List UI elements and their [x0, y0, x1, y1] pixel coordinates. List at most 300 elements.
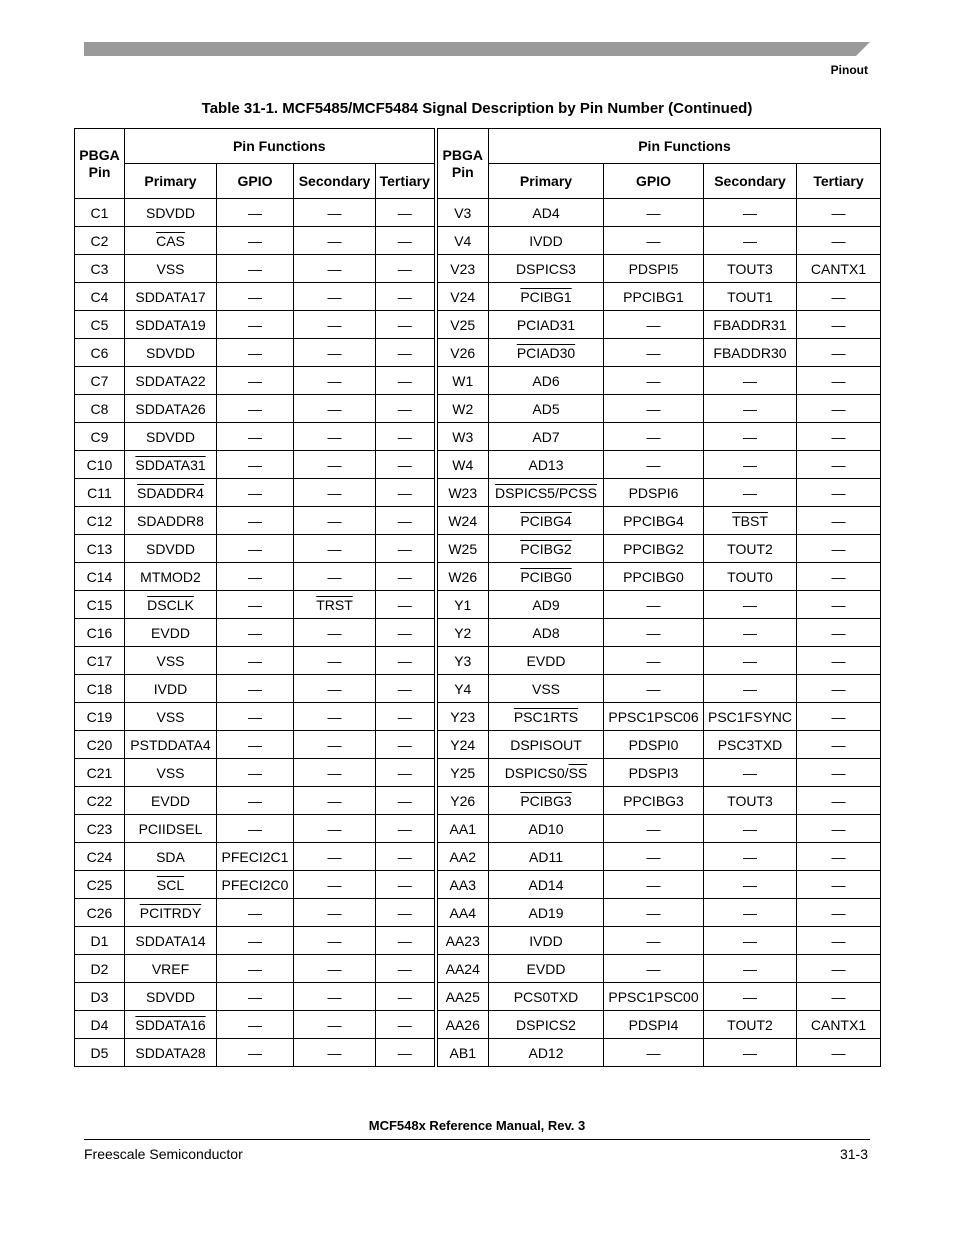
cell-text: TBST [732, 512, 768, 529]
cell-text: PFECI2C0 [221, 876, 289, 893]
cell-text: C2 [90, 232, 109, 249]
cell-left-gpio [217, 703, 294, 731]
cell-text: IVDD [529, 232, 563, 249]
cell-text: PPCIBG4 [623, 512, 684, 529]
cell-text: $\overline{SS}$ [568, 764, 588, 781]
cell-left-primary [125, 507, 217, 535]
cell-left-primary [125, 591, 217, 619]
cell-right-gpio [604, 227, 704, 255]
cell-text: — [831, 232, 846, 249]
cell-left-secondary [294, 759, 376, 787]
cell-text: PDSPI3 [628, 764, 679, 781]
cell-text: — [327, 260, 342, 277]
table-row [75, 423, 881, 451]
cell-text: SDVDD [145, 540, 195, 557]
cell-left-tertiary [376, 479, 436, 507]
cell-text: AA2 [449, 848, 476, 865]
cell-right-primary [489, 1039, 604, 1067]
cell-text: — [397, 848, 412, 865]
cell-right-gpio [604, 647, 704, 675]
cell-text: SDDATA14 [135, 932, 206, 949]
cell-right-tertiary [797, 731, 881, 759]
cell-left-primary [125, 647, 217, 675]
cell-text: $\overline{SCL}$ [156, 876, 185, 893]
cell-right-gpio [604, 955, 704, 983]
cell-left-gpio [217, 563, 294, 591]
cell-left-secondary [294, 479, 376, 507]
cell-right-gpio [604, 367, 704, 395]
cell-text: — [831, 820, 846, 837]
cell-left-gpio [217, 591, 294, 619]
cell-right-tertiary [797, 983, 881, 1011]
table-row [75, 759, 881, 787]
cell-text: V26 [450, 344, 476, 361]
cell-text: — [397, 484, 412, 501]
cell-text: FBADDR31 [713, 316, 787, 333]
table-row [75, 591, 881, 619]
cell-text: MTMOD2 [140, 568, 201, 585]
cell-left-tertiary [376, 199, 436, 227]
cell-text: — [248, 960, 262, 977]
cell-right-pbga-pin [436, 367, 489, 395]
cell-left-secondary [294, 199, 376, 227]
cell-text: — [248, 680, 262, 697]
cell-right-secondary [704, 871, 797, 899]
cell-text: W1 [452, 372, 474, 389]
cell-text: W4 [452, 456, 474, 473]
cell-text: — [743, 484, 757, 501]
cell-text: — [831, 316, 846, 333]
cell-right-primary [489, 255, 604, 283]
cell-text: EVDD [526, 652, 566, 669]
cell-text: IVDD [529, 932, 563, 949]
cell-text: — [397, 260, 412, 277]
cell-text: — [327, 680, 342, 697]
cell-right-primary [489, 311, 604, 339]
cell-text: Y2 [454, 624, 472, 641]
cell-right-tertiary [797, 563, 881, 591]
cell-text: C22 [86, 792, 113, 809]
header-tertiary-right: Tertiary [797, 164, 881, 199]
cell-text: — [831, 484, 846, 501]
cell-left-secondary [294, 983, 376, 1011]
cell-text: — [327, 736, 342, 753]
cell-text: TOUT3 [727, 260, 773, 277]
cell-text: — [248, 652, 262, 669]
cell-right-gpio [604, 255, 704, 283]
table-row [75, 563, 881, 591]
cell-left-tertiary [376, 535, 436, 563]
cell-text: D2 [90, 960, 109, 977]
cell-text: TOUT2 [727, 1016, 773, 1033]
cell-right-pbga-pin [436, 591, 489, 619]
cell-left-gpio [217, 983, 294, 1011]
cell-right-tertiary [797, 227, 881, 255]
cell-right-tertiary [797, 591, 881, 619]
cell-text: — [248, 204, 262, 221]
cell-text: SDADDR4 [137, 484, 204, 501]
cell-left-gpio [217, 619, 294, 647]
table-row [75, 955, 881, 983]
cell-right-pbga-pin [436, 227, 489, 255]
cell-right-pbga-pin [436, 983, 489, 1011]
cell-text: C9 [90, 428, 109, 445]
cell-left-primary [125, 563, 217, 591]
cell-left-secondary [294, 703, 376, 731]
cell-text: AD12 [528, 1044, 564, 1061]
cell-text: — [248, 1016, 262, 1033]
table-row [75, 1011, 881, 1039]
cell-right-secondary [704, 367, 797, 395]
cell-text: PCIBG2 [520, 540, 572, 557]
cell-right-secondary [704, 843, 797, 871]
cell-text: — [397, 960, 412, 977]
cell-text: PPCIBG3 [623, 792, 684, 809]
cell-left-primary [125, 815, 217, 843]
cell-right-pbga-pin [436, 843, 489, 871]
cell-left-secondary [294, 843, 376, 871]
cell-right-secondary [704, 675, 797, 703]
cell-text: — [743, 400, 757, 417]
cell-right-tertiary [797, 1011, 881, 1039]
cell-right-secondary [704, 983, 797, 1011]
cell-left-secondary [294, 787, 376, 815]
cell-right-tertiary [797, 311, 881, 339]
cell-text: — [248, 932, 262, 949]
cell-left-tertiary [376, 731, 436, 759]
cell-text: EVDD [526, 960, 566, 977]
cell-text: AD9 [532, 596, 560, 613]
cell-text: — [397, 512, 412, 529]
cell-text: C21 [86, 764, 113, 781]
cell-text: — [248, 708, 262, 725]
cell-text: Y1 [454, 596, 472, 613]
cell-left-gpio [217, 451, 294, 479]
cell-text: — [248, 344, 262, 361]
cell-left-gpio [217, 479, 294, 507]
cell-right-pbga-pin [436, 815, 489, 843]
cell-left-gpio [217, 787, 294, 815]
table-row [75, 899, 881, 927]
cell-left-pbga-pin [75, 871, 125, 899]
cell-left-secondary [294, 507, 376, 535]
cell-text: AD19 [528, 904, 564, 921]
cell-text: — [397, 932, 412, 949]
cell-left-secondary [294, 1011, 376, 1039]
table-row [75, 619, 881, 647]
header-secondary-left: Secondary [294, 164, 376, 199]
cell-text: — [397, 204, 412, 221]
cell-text: DSPICS0/ [504, 764, 569, 781]
cell-text: SDVDD [145, 988, 195, 1005]
cell-text: — [831, 988, 846, 1005]
cell-right-pbga-pin [436, 927, 489, 955]
cell-text: C26 [86, 904, 113, 921]
cell-text: W2 [452, 400, 474, 417]
cell-left-primary [125, 1039, 217, 1067]
cell-right-gpio [604, 507, 704, 535]
cell-right-pbga-pin [436, 1011, 489, 1039]
cell-right-pbga-pin [436, 675, 489, 703]
cell-left-tertiary [376, 983, 436, 1011]
cell-left-tertiary [376, 1039, 436, 1067]
cell-text: — [248, 624, 262, 641]
cell-text: — [831, 372, 846, 389]
cell-right-primary [489, 591, 604, 619]
cell-text: PSC1FSYNC [707, 708, 793, 725]
cell-right-tertiary [797, 675, 881, 703]
cell-left-gpio [217, 199, 294, 227]
cell-right-gpio [604, 871, 704, 899]
cell-text: TOUT0 [727, 568, 773, 585]
cell-text: — [327, 988, 342, 1005]
cell-text: VSS [156, 764, 185, 781]
cell-text: C18 [86, 680, 113, 697]
cell-right-primary [489, 619, 604, 647]
cell-left-primary [125, 619, 217, 647]
cell-text: — [831, 680, 846, 697]
cell-left-secondary [294, 395, 376, 423]
cell-right-pbga-pin [436, 955, 489, 983]
cell-text: — [397, 1044, 412, 1061]
table-row [75, 227, 881, 255]
cell-text: D4 [90, 1016, 109, 1033]
cell-right-tertiary [797, 255, 881, 283]
cell-text: — [248, 428, 262, 445]
cell-left-pbga-pin [75, 731, 125, 759]
table-row [75, 843, 881, 871]
cell-text: C6 [90, 344, 109, 361]
cell-left-primary [125, 227, 217, 255]
cell-right-pbga-pin [436, 759, 489, 787]
cell-right-primary [489, 563, 604, 591]
cell-text: Y24 [450, 736, 476, 753]
cell-text: PCIBG1 [520, 288, 572, 305]
cell-text: AD4 [532, 204, 560, 221]
cell-left-gpio [217, 395, 294, 423]
cell-left-secondary [294, 227, 376, 255]
cell-text: — [831, 568, 846, 585]
cell-text: — [397, 372, 412, 389]
cell-left-gpio [217, 899, 294, 927]
cell-text: — [248, 820, 262, 837]
cell-right-tertiary [797, 647, 881, 675]
cell-left-primary [125, 451, 217, 479]
cell-text: PCITRDY [139, 904, 202, 921]
table-row [75, 283, 881, 311]
cell-text: — [831, 428, 846, 445]
cell-left-secondary [294, 647, 376, 675]
cell-text: — [248, 316, 262, 333]
cell-text: VREF [151, 960, 190, 977]
cell-text: W26 [448, 568, 478, 585]
cell-right-pbga-pin [436, 899, 489, 927]
header-pin-functions-right: Pin Functions [489, 129, 881, 164]
cell-text: SDDATA19 [135, 316, 206, 333]
table-row [75, 1039, 881, 1067]
cell-left-pbga-pin [75, 423, 125, 451]
cell-left-gpio [217, 311, 294, 339]
cell-text: — [646, 652, 661, 669]
cell-left-primary [125, 423, 217, 451]
cell-text: DSCLK [147, 596, 194, 613]
cell-right-pbga-pin [436, 479, 489, 507]
cell-left-gpio [217, 815, 294, 843]
cell-left-primary [125, 675, 217, 703]
cell-right-tertiary [797, 199, 881, 227]
cell-right-secondary [704, 479, 797, 507]
cell-right-primary [489, 283, 604, 311]
cell-left-secondary [294, 955, 376, 983]
cell-right-secondary [704, 1011, 797, 1039]
cell-left-pbga-pin [75, 535, 125, 563]
cell-text: — [327, 960, 342, 977]
cell-left-pbga-pin [75, 283, 125, 311]
cell-left-primary [125, 955, 217, 983]
cell-left-gpio [217, 227, 294, 255]
cell-text: — [327, 876, 342, 893]
cell-right-tertiary [797, 1039, 881, 1067]
cell-text: DSPISOUT [510, 736, 582, 753]
cell-left-primary [125, 395, 217, 423]
cell-right-pbga-pin [436, 199, 489, 227]
cell-left-tertiary [376, 255, 436, 283]
cell-text: AA26 [445, 1016, 480, 1033]
header-bar [84, 42, 870, 56]
cell-right-primary [489, 479, 604, 507]
table-row [75, 367, 881, 395]
cell-text: — [646, 232, 661, 249]
cell-text: SDVDD [145, 428, 195, 445]
cell-text: — [397, 820, 412, 837]
table-row [75, 451, 881, 479]
footer-divider [84, 1139, 870, 1140]
cell-left-gpio [217, 423, 294, 451]
cell-left-tertiary [376, 311, 436, 339]
cell-left-pbga-pin [75, 619, 125, 647]
cell-right-primary [489, 339, 604, 367]
cell-left-tertiary [376, 955, 436, 983]
cell-right-gpio [604, 591, 704, 619]
cell-text: — [646, 876, 661, 893]
cell-text: — [831, 1044, 846, 1061]
cell-text: C5 [90, 316, 109, 333]
manual-title: MCF548x Reference Manual, Rev. 3 [368, 1118, 586, 1133]
cell-text: — [397, 624, 412, 641]
cell-text: — [397, 232, 412, 249]
cell-text: PPSC1PSC00 [608, 988, 699, 1005]
cell-text: C17 [86, 652, 113, 669]
cell-left-tertiary [376, 759, 436, 787]
table-row [75, 703, 881, 731]
cell-text: V3 [454, 204, 472, 221]
cell-text: DSPICS3 [516, 260, 576, 277]
cell-text: — [743, 232, 757, 249]
cell-text: — [646, 204, 661, 221]
cell-left-secondary [294, 927, 376, 955]
cell-right-gpio [604, 619, 704, 647]
cell-text: — [743, 988, 757, 1005]
cell-text: W23 [448, 484, 478, 501]
cell-left-secondary [294, 535, 376, 563]
cell-left-gpio [217, 759, 294, 787]
cell-right-tertiary [797, 451, 881, 479]
cell-text: Y4 [454, 680, 472, 697]
cell-text: Y3 [454, 652, 472, 669]
cell-text: — [646, 1044, 661, 1061]
cell-text: — [743, 904, 757, 921]
cell-left-gpio [217, 955, 294, 983]
cell-text: — [248, 1044, 262, 1061]
cell-right-primary [489, 227, 604, 255]
cell-text: — [743, 848, 757, 865]
cell-left-gpio [217, 339, 294, 367]
cell-left-tertiary [376, 703, 436, 731]
cell-left-gpio [217, 731, 294, 759]
cell-text: C10 [86, 456, 113, 473]
cell-text: PCS0TXD [513, 988, 579, 1005]
cell-right-tertiary [797, 619, 881, 647]
cell-right-tertiary [797, 871, 881, 899]
cell-text: PDSPI5 [628, 260, 679, 277]
cell-text: PCIAD30 [516, 344, 576, 361]
cell-text: — [327, 624, 342, 641]
cell-text: PDSPI0 [628, 736, 679, 753]
cell-text: AA1 [449, 820, 476, 837]
cell-right-pbga-pin [436, 395, 489, 423]
cell-left-pbga-pin [75, 1039, 125, 1067]
cell-left-secondary [294, 619, 376, 647]
cell-text: Y25 [450, 764, 476, 781]
cell-text: D1 [90, 932, 109, 949]
cell-left-pbga-pin [75, 843, 125, 871]
cell-text: C11 [87, 484, 112, 501]
cell-text: — [248, 260, 262, 277]
cell-text: DSPICS2 [516, 1016, 576, 1033]
cell-right-secondary [704, 535, 797, 563]
cell-text: — [248, 540, 262, 557]
cell-text: — [397, 652, 412, 669]
cell-text: — [831, 344, 846, 361]
cell-left-primary [125, 367, 217, 395]
cell-left-pbga-pin [75, 787, 125, 815]
cell-left-tertiary [376, 899, 436, 927]
cell-text: PFECI2C1 [221, 848, 289, 865]
section-label: Pinout [830, 63, 868, 77]
cell-text: — [327, 1016, 342, 1033]
cell-text: C25 [86, 876, 113, 893]
cell-left-tertiary [376, 507, 436, 535]
cell-text: — [327, 820, 342, 837]
cell-left-primary [125, 535, 217, 563]
cell-right-primary [489, 787, 604, 815]
cell-text: C19 [86, 708, 113, 725]
cell-left-pbga-pin [75, 479, 125, 507]
cell-left-pbga-pin [75, 983, 125, 1011]
cell-text: — [646, 624, 661, 641]
cell-left-primary [125, 703, 217, 731]
cell-left-pbga-pin [75, 451, 125, 479]
cell-left-tertiary [376, 843, 436, 871]
cell-right-gpio [604, 787, 704, 815]
company-name: Freescale Semiconductor [84, 1146, 243, 1162]
cell-text: — [646, 960, 661, 977]
cell-text: — [327, 652, 342, 669]
cell-text: PCIBG0 [520, 568, 572, 585]
cell-text: — [327, 232, 342, 249]
cell-right-pbga-pin [436, 339, 489, 367]
cell-right-gpio [604, 843, 704, 871]
